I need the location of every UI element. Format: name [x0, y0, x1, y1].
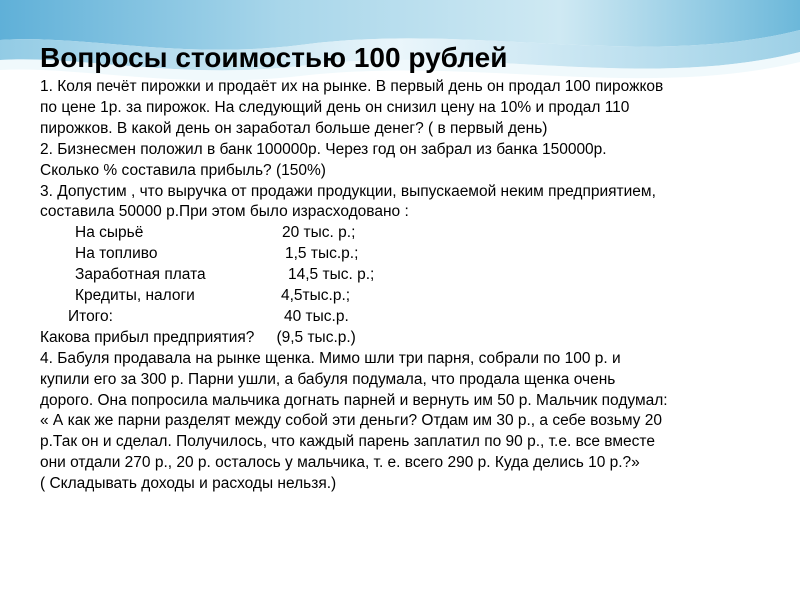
text-line: по цене 1р. за пирожок. На следующий день он снизил цену на 10% и продал 110	[40, 98, 630, 116]
slide-title: Вопросы стоимостью 100 рублей	[40, 42, 508, 73]
profit-question: Какова прибыл предприятия?	[40, 328, 255, 346]
text-line: « А как же парни разделят между собой эти деньги? Отдам им 30 р., а себе возьму 20	[40, 412, 662, 430]
text-line: ( Складывать доходы и расходы нельзя.)	[40, 475, 337, 493]
text-line: они отдали 270 р., 20 р. осталось у мальчика, т. е. всего 290 р. Куда делись 10 р.?»	[40, 454, 640, 472]
expense-row	[40, 223, 785, 244]
text-line: купили его за 300 р. Парни ушли, а бабуля подумала, что продала щенка очень	[40, 370, 616, 388]
expense-label: Кредиты, налоги	[75, 287, 195, 305]
text-line: пирожков. В какой день он заработал больше денег? ( в первый день)	[40, 119, 548, 137]
question-3	[40, 182, 785, 349]
text-line: р.Так он и сделал. Получилось, что каждый парень заплатил по 90 р., т.е. все вместе	[40, 433, 655, 451]
text-line: дорого. Она попросила мальчика догнать парней и вернуть им 50 р. Мальчик подумал:	[40, 391, 668, 409]
text-line: Сколько % составила прибыль? (150%)	[40, 161, 326, 179]
question-4	[40, 349, 785, 495]
expense-total-label: Итого:	[68, 307, 113, 325]
expense-label: Заработная плата	[75, 266, 206, 284]
expense-value: 14,5 тыс. р.;	[288, 266, 375, 284]
text-line: 3. Допустим , что выручка от продажи продукции, выпускаемой неким предприятием,	[40, 182, 656, 200]
text-line: 4. Бабуля продавала на рынке щенка. Мимо шли три парня, собрали по 100 р. и	[40, 349, 621, 367]
expense-row	[40, 286, 785, 307]
expense-table	[40, 223, 785, 327]
profit-question-line	[40, 328, 785, 349]
slide-body	[40, 77, 785, 495]
question-2	[40, 140, 785, 182]
text-line: 2. Бизнесмен положил в банк 100000р. Через год он забрал из банка 150000р.	[40, 140, 607, 158]
expense-total-row	[40, 307, 785, 328]
expense-row	[40, 244, 785, 265]
expense-label: На топливо	[75, 245, 158, 263]
expense-total-value: 40 тыс.р.	[284, 307, 349, 325]
expense-label: На сырьё	[75, 224, 144, 242]
expense-value: 20 тыс. р.;	[282, 224, 356, 242]
text-line: 1. Коля печёт пирожки и продаёт их на рынке. В первый день он продал 100 пирожков	[40, 78, 664, 95]
expense-value: 4,5тыс.р.;	[281, 287, 351, 305]
question-1	[40, 77, 785, 140]
expense-value: 1,5 тыс.р.;	[285, 245, 359, 263]
profit-answer: (9,5 тыс.р.)	[276, 328, 356, 346]
expense-row	[40, 265, 785, 286]
text-line: составила 50000 р.При этом было израсходовано :	[40, 203, 409, 221]
